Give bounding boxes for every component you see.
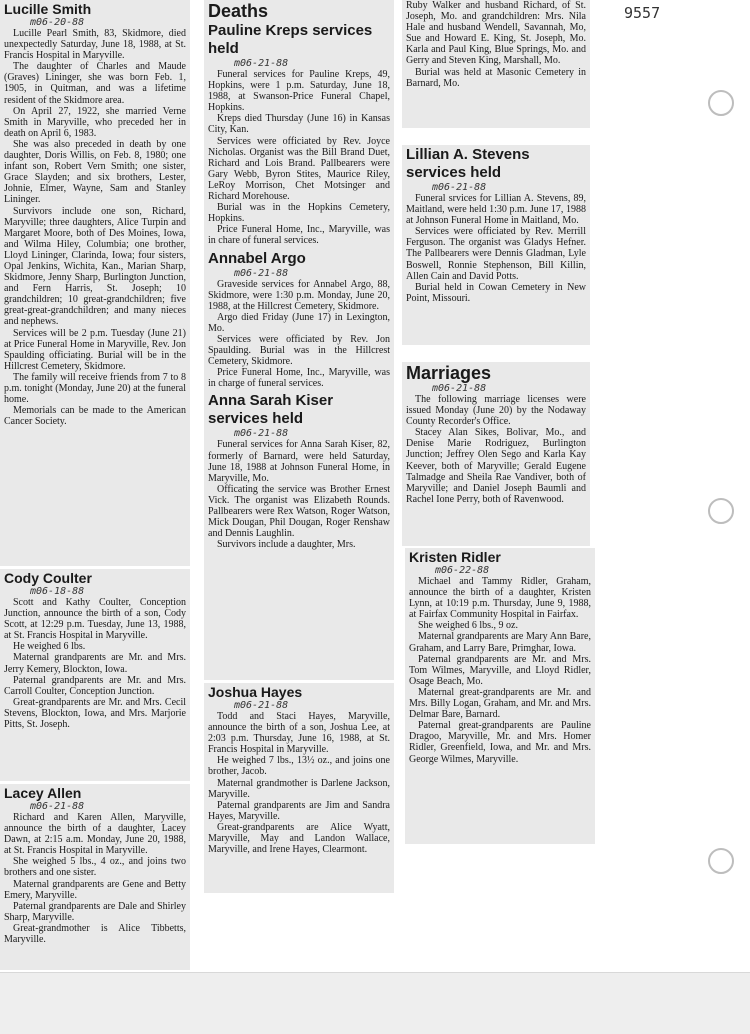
paragraph: Maternal grandparents are Mr. and Mrs. Jerry Kemery, Blockton, Iowa. — [4, 652, 186, 675]
article-body — [406, 394, 586, 505]
paragraph: Memorials can be made to the American Cancer Society. — [4, 405, 186, 428]
paragraph: Survivors include one son, Richard, Maryville; three daughters, Alice Turpin and Margaret Moore, both of Des Moines, Iowa, and Wilma Hiley, Columbia; one brother, Lloyd Lininger, Clarinda, Iowa; four sisters, Opal Jenkins, Wichita, Kan., Marian Sharp, Skidmore, Jenny Sharp, Burlington Junction, and Fern Harris, St. Joseph; 10 grandchildren; 10 great-grandchildren; five great-great-grandchildren; and many nieces and nephews. — [4, 205, 186, 328]
clipping-date: m06-20-88 — [30, 17, 85, 28]
paragraph: Funeral services for Anna Sarah Kiser, 82, formerly of Barnard, were held Saturday, June 18, 1988 at Johnson Funeral Home, in Maryville, Mo. — [208, 439, 390, 484]
paragraph: The following marriage licenses were issued Monday (June 20) by the Nodaway County Recorder's Office. — [406, 394, 586, 428]
paragraph: Maternal grandparents are Gene and Betty Emery, Maryville. — [4, 878, 186, 901]
obituary-title: Pauline Kreps services held — [208, 22, 373, 57]
clipping-lacey-allen — [0, 784, 190, 970]
clipping-joshua-hayes — [204, 683, 394, 893]
paragraph: The daughter of Charles and Maude (Graves) Lininger, she was born Feb. 1, 1905, in Quitman, and was a lifetime resident of the Skidmore area. — [4, 61, 186, 106]
clipping-lucille-smith — [0, 0, 190, 566]
clipping-cody-coulter — [0, 569, 190, 781]
paragraph: Maternal great-grandparents are Mr. and Mrs. Billy Logan, Graham, and Mr. and Mrs. Delmar Bare, Barnard. — [409, 686, 591, 721]
punch-hole-bottom — [708, 848, 734, 874]
paragraph: Michael and Tammy Ridler, Graham, announce the birth of a daughter, Kristen Lynn, at 10:19 p.m. Thursday, June 9, 1988, at Fairfax Community Hospital in Fairfax. — [409, 576, 591, 621]
paragraph: Great-grandparents are Mr. and Mrs. Cecil Stevens, Blockton, Iowa, and Mrs. Marjorie Pitts, St. Joseph. — [4, 696, 186, 731]
paragraph: Lucille Pearl Smith, 83, Skidmore, died unexpectedly Saturday, June 18, 1988, at St. Francis Hospital in Maryville. — [4, 28, 186, 62]
paragraph: Services were officiated by Rev. Jon Spaulding. Burial was in the Hillcrest Cemetery, Skidmore. — [208, 333, 390, 368]
section-title: Marriages — [406, 363, 492, 383]
obituary-title: Annabel Argo — [208, 249, 306, 267]
birth-title: Kristen Ridler — [409, 549, 501, 565]
paragraph: Funeral services for Pauline Kreps, 49, Hopkins, were 1 p.m. Saturday, June 18, 1988, at Swanson-Price Funeral Chapel, Hopkins. — [208, 69, 390, 114]
paragraph: The family will receive friends from 7 to 8 p.m. tonight (Monday, June 20) at the funeral home. — [4, 371, 186, 406]
obituary-title: Lucille Smith — [4, 1, 92, 17]
punch-hole-middle — [708, 498, 734, 524]
clipping-date: m06-21-88 — [432, 182, 487, 193]
birth-title: Lacey Allen — [4, 785, 82, 801]
article-body — [4, 28, 186, 427]
article-body — [208, 69, 390, 247]
punch-hole-top — [708, 90, 734, 116]
article-body — [208, 279, 390, 390]
paragraph: She weighed 6 lbs., 9 oz. — [418, 620, 518, 632]
paragraph: On April 27, 1922, she married Verne Smith in Maryville, who preceded her in death on April 6, 1983. — [4, 105, 186, 139]
page-edge — [0, 972, 750, 1034]
article-body — [208, 439, 390, 550]
clipping-date: m06-21-88 — [432, 383, 487, 394]
file-number: 9557 — [624, 4, 661, 22]
paragraph: Funeral srvices for Lillian A. Stevens, 89, Maitland, were held 1:30 p.m. June 17, 1988 at Johnson Funeral Home in Maitland, Mo. — [406, 193, 586, 227]
paragraph: Richard and Karen Allen, Maryville, announce the birth of a daughter, Lacey Dawn, at 2:15 a.m. Monday, June 20, 1988, at St. Francis Hospital in Maryville. — [4, 812, 186, 857]
article-body — [4, 597, 186, 730]
obituary-title: Anna Sarah Kiser services held — [208, 392, 334, 428]
paragraph: Todd and Staci Hayes, Maryville, announce the birth of a son, Joshua Lee, at 2:03 p.m. Thursday, June 16, 1988, at St. Francis Hospital in Maryville. — [208, 711, 390, 756]
clipping-date: m06-21-88 — [234, 267, 289, 279]
paragraph: She was also preceded in death by one daughter, Doris Willis, on Feb. 8, 1980; one infant son, Robert Vern Smith; one sister, Grace Slayden; and six brothers, Lester, Johnie, Elmer, Wayne, Sam and Stanley Lininger. — [4, 138, 186, 206]
article-body — [406, 0, 586, 89]
paragraph: Paternal grandparents are Jim and Sandra Hayes, Maryville. — [208, 799, 390, 822]
article-body — [208, 711, 390, 855]
paragraph: Paternal great-grandparents are Pauline Dragoo, Maryville, Mr. and Mrs. Homer Ridler, Greenfield, Iowa, and Mr. and Mrs. George Wilmes, Maryville. — [409, 720, 591, 765]
paragraph: Ruby Walker and husband Richard, of St. Joseph, Mo. and grandchildren: Mrs. Nila Hale and husband Wendell, Savannah, Mo, Sue and Howard E. King, St. Joseph, Mo. Karla and Paul King, Blue Springs, Mo. and Gerry and Steven King, Marshall, Mo. — [406, 0, 586, 67]
paragraph: She weighed 5 lbs., 4 oz., and joins two brothers and one sister. — [4, 856, 186, 879]
paragraph: He weighed 7 lbs., 13½ oz., and joins one brother, Jacob. — [208, 755, 390, 778]
clipping-kristen-ridler — [405, 548, 595, 844]
birth-title: Joshua Hayes — [208, 684, 303, 700]
article-body — [4, 812, 186, 945]
clipping-kiser-continued — [402, 0, 590, 128]
clipping-date: m06-21-88 — [234, 58, 289, 69]
paragraph: Survivors include a daughter, Mrs. — [217, 539, 356, 551]
paragraph: He weighed 6 lbs. — [13, 641, 86, 653]
obituary-title: Lillian A. Stevens services held — [406, 146, 530, 181]
paragraph: Officating the service was Brother Ernest Vick. The organist was Elizabeth Rounds. Pallbearers were Rex Watson, Roger Watson, Mick Dougan, Phil Dougan, Roger Renshaw and Dennis Laughlin. — [208, 483, 390, 540]
paragraph: Services were officiated by Rev. Merrill Ferguson. The organist was Gladys Hefner. The Pallbearers were Dennis Gladman, Lyle Boswell, Ronnie Stephenson, Bill Killin, Allen Cain and David Potts. — [406, 226, 586, 282]
clipping-date: m06-22-88 — [435, 565, 490, 576]
paragraph: Burial held in Cowan Cemetery in New Point, Missouri. — [406, 281, 586, 304]
paragraph: Price Funeral Home, Inc., Maryville, was in chare of funeral services. — [208, 224, 390, 247]
article-body — [406, 193, 586, 304]
article-body — [409, 576, 591, 765]
paragraph: Great-grandparents are Alice Wyatt, Maryville, May and Landon Wallace, Maryville, and Irene Hayes, Clearmont. — [208, 821, 390, 856]
paragraph: Stacey Alan Sikes, Bolivar, Mo., and Denise Marie Rodriguez, Burlington Junction; Jeffrey Olen Sego and Karla Kay Keever, both of Maryville; Gerald Eugene Talmadge and Sheila Rae Vandiver, both of Maryville; and Daniel Joseph Baumli and Rachel Ione Perry, both of Ravenwood. — [406, 427, 586, 505]
paragraph: Graveside services for Annabel Argo, 88, Skidmore, were 1:30 p.m. Monday, June 20, 1988, at the Hillcrest Cemetery, Skidmore. — [208, 278, 390, 312]
clipping-marriages — [402, 362, 590, 546]
paragraph: Great-grandmother is Alice Tibbetts, Maryville. — [4, 922, 186, 946]
paragraph: Price Funeral Home, Inc., Maryville, was in charge of funeral services. — [208, 367, 390, 390]
paragraph: Services will be 2 p.m. Tuesday (June 21) at Price Funeral Home in Maryville, Rev. Jon Spaulding officiating. Burial will be in the Hillcrest Cemetery, Skidmore. — [4, 327, 186, 372]
clipping-date: m06-21-88 — [30, 801, 85, 812]
paragraph: Argo died Friday (June 17) in Lexington, Mo. — [208, 311, 390, 334]
paragraph: Paternal grandparents are Mr. and Mrs. Carroll Coulter, Conception Junction. — [4, 674, 186, 697]
paragraph: Services were officiated by Rev. Joyce Nicholas. Organist was the Bill Brand Duet, Richard and Lois Brand. Pallbearers were Gary Webb, Byron Stites, Maurice Riley, LeRoy Morrison, Chet Motsinger and Richard Morehouse. — [208, 135, 390, 203]
paragraph: Burial was in the Hopkins Cemetery, Hopkins. — [208, 202, 390, 225]
clipping-date: m06-21-88 — [234, 700, 289, 711]
paragraph: Paternal grandparents are Mr. and Mrs. Tom Wilmes, Maryville, and Lloyd Ridler, Osage Beach, Mo. — [409, 653, 591, 687]
paragraph: Maternal grandparents are Mary Ann Bare, Graham, and Larry Bare, Primghar, Iowa. — [409, 631, 591, 654]
clipping-deaths — [204, 0, 394, 680]
paragraph: Burial was held at Masonic Cemetery in Barnard, Mo. — [406, 66, 586, 89]
clipping-date: m06-21-88 — [234, 428, 289, 440]
clipping-date: m06-18-88 — [30, 586, 85, 597]
paragraph: Scott and Kathy Coulter, Conception Junction, announce the birth of a son, Cody Scott, at 12:29 p.m. Tuesday, June 13, 1988, at St. Francis Hospital in Maryville. — [4, 597, 186, 642]
clipping-lillian-stevens — [402, 145, 590, 345]
section-title: Deaths — [208, 1, 269, 21]
birth-title: Cody Coulter — [4, 570, 92, 586]
paragraph: Maternal grandmother is Darlene Jackson, Maryville. — [208, 777, 390, 800]
paragraph: Paternal grandparents are Dale and Shirley Sharp, Maryville. — [4, 900, 186, 923]
paragraph: Kreps died Thursday (June 16) in Kansas City, Kan. — [208, 113, 390, 136]
